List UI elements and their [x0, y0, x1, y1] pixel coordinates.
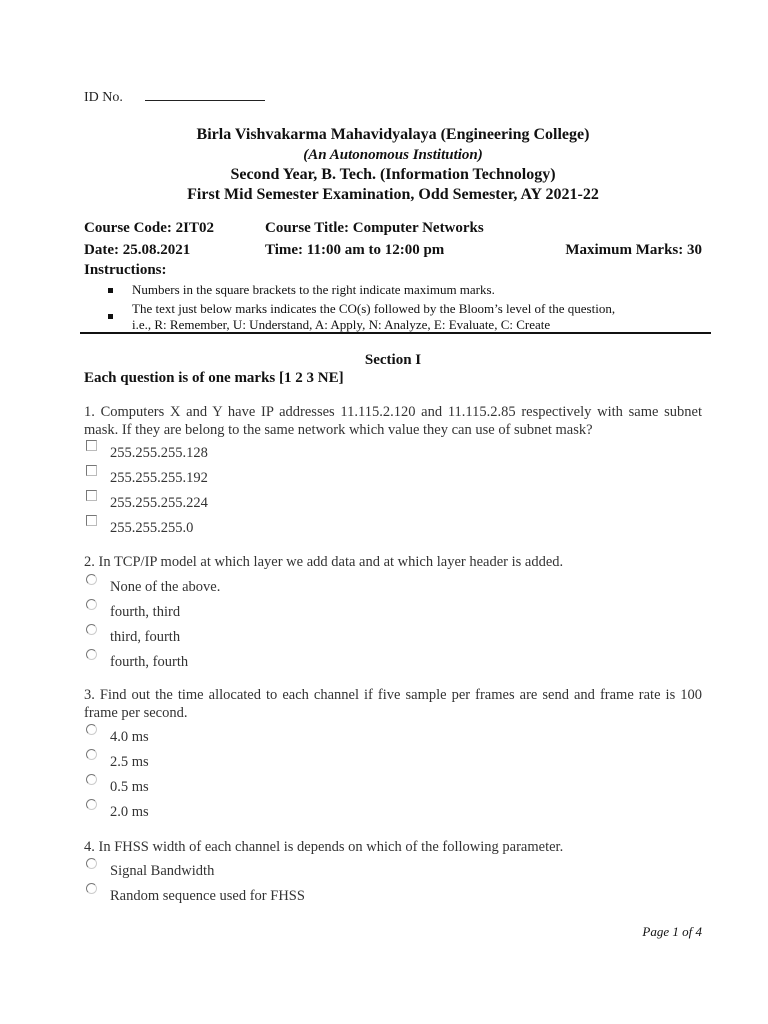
- radio-icon[interactable]: [86, 858, 97, 869]
- instructions-label: Instructions:: [84, 262, 167, 278]
- option-checkbox[interactable]: [86, 492, 208, 512]
- header-divider: [80, 332, 711, 334]
- option-label: fourth, third: [110, 604, 181, 620]
- option-radio[interactable]: [86, 576, 221, 596]
- option-radio[interactable]: [86, 801, 149, 821]
- section-title: Section I: [364, 352, 422, 368]
- radio-icon[interactable]: [86, 883, 97, 894]
- question-text: 4. In FHSS width of each channel is depends on which of the following parameter.: [84, 839, 564, 855]
- option-radio[interactable]: [86, 726, 149, 746]
- option-label: 255.255.255.224: [110, 495, 208, 511]
- question-text: 2. In TCP/IP model at which layer we add data and at which layer header is added.: [84, 554, 564, 570]
- option-label: fourth, fourth: [110, 654, 189, 670]
- option-label: 4.0 ms: [110, 729, 149, 745]
- option-checkbox[interactable]: [86, 517, 194, 537]
- instruction-item-continued: i.e., R: Remember, U: Understand, A: Apply, N: Analyze, E: Evaluate, C: Create: [132, 317, 551, 332]
- radio-icon[interactable]: [86, 774, 97, 785]
- option-radio[interactable]: [86, 776, 149, 796]
- section-subtitle: Each question is of one marks [1 2 3 NE]: [84, 370, 344, 386]
- option-checkbox[interactable]: [86, 442, 208, 462]
- option-radio[interactable]: [86, 860, 215, 880]
- radio-icon[interactable]: [86, 649, 97, 660]
- option-label: 2.5 ms: [110, 754, 149, 770]
- radio-icon[interactable]: [86, 599, 97, 610]
- instruction-item: Numbers in the square brackets to the right indicate maximum marks.: [132, 282, 495, 297]
- radio-icon[interactable]: [86, 799, 97, 810]
- option-checkbox[interactable]: [86, 467, 208, 487]
- checkbox-icon[interactable]: [86, 490, 97, 501]
- program-title: Second Year, B. Tech. (Information Technology): [230, 166, 556, 183]
- radio-icon[interactable]: [86, 624, 97, 635]
- exam-title: First Mid Semester Examination, Odd Semester, AY 2021-22: [187, 186, 599, 203]
- exam-date: Date: 25.08.2021: [84, 242, 191, 258]
- option-label: 255.255.255.0: [110, 520, 194, 536]
- option-radio[interactable]: [86, 885, 305, 905]
- question-text: 1. Computers X and Y have IP addresses 11.115.2.120 and 11.115.2.85 respectively with same subnet mask. If they are belong to the same network which value they can use of subnet mask?: [84, 404, 702, 438]
- id-label: ID No.: [84, 90, 123, 105]
- option-radio[interactable]: [86, 751, 149, 771]
- checkbox-icon[interactable]: [86, 440, 97, 451]
- id-number-field: [84, 88, 265, 106]
- checkbox-icon[interactable]: [86, 515, 97, 526]
- option-radio[interactable]: [86, 626, 181, 646]
- page-number: Page 1 of 4: [642, 924, 702, 939]
- option-label: 255.255.255.192: [110, 470, 208, 486]
- college-name: Birla Vishvakarma Mahavidyalaya (Engineering College): [196, 126, 590, 143]
- option-label: 2.0 ms: [110, 804, 149, 820]
- bullet-icon: [108, 288, 113, 293]
- checkbox-icon[interactable]: [86, 465, 97, 476]
- option-label: 0.5 ms: [110, 779, 149, 795]
- autonomous-label: (An Autonomous Institution): [303, 147, 483, 163]
- radio-icon[interactable]: [86, 724, 97, 735]
- option-radio[interactable]: [86, 601, 181, 621]
- radio-icon[interactable]: [86, 749, 97, 760]
- exam-time: Time: 11:00 am to 12:00 pm: [265, 242, 445, 258]
- option-radio[interactable]: [86, 651, 189, 671]
- option-label: Random sequence used for FHSS: [110, 888, 305, 904]
- instruction-item: The text just below marks indicates the CO(s) followed by the Bloom’s level of the question,: [132, 301, 616, 316]
- option-label: Signal Bandwidth: [110, 863, 215, 879]
- option-label: 255.255.255.128: [110, 445, 208, 461]
- course-title: Course Title: Computer Networks: [265, 220, 484, 236]
- maximum-marks: Maximum Marks: 30: [565, 242, 702, 258]
- id-blank-line: [145, 88, 265, 101]
- question-text: 3. Find out the time allocated to each channel if five sample per frames are send and frame rate is 100 frame per second.: [84, 687, 702, 721]
- option-label: third, fourth: [110, 629, 181, 645]
- radio-icon[interactable]: [86, 574, 97, 585]
- bullet-icon: [108, 314, 113, 319]
- option-label: None of the above.: [110, 579, 221, 595]
- course-code: Course Code: 2IT02: [84, 220, 214, 236]
